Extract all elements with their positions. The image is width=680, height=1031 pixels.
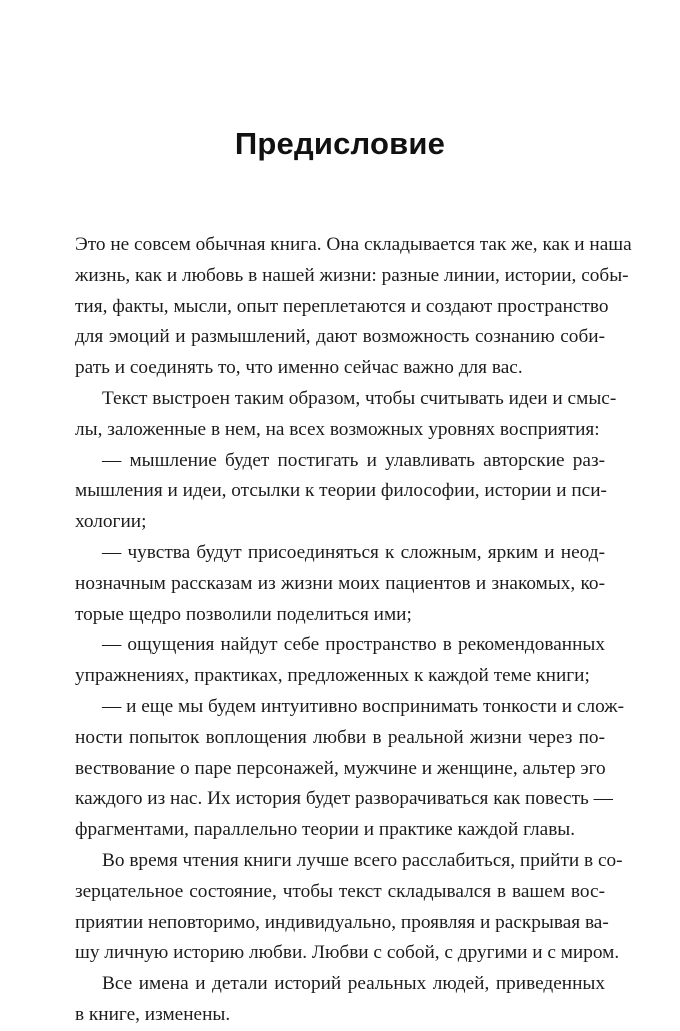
text-line: фрагментами, параллельно теории и практике каждой главы. <box>75 819 576 841</box>
text-line: вествование о паре персонажей, мужчине и женщине, альтер эго <box>75 757 606 779</box>
text-line: зерцательное состояние, чтобы текст складывался в вашем вос- <box>75 880 605 902</box>
text-line: упражнениях, практиках, предложенных к каждой теме книги; <box>75 665 590 687</box>
page-title: Предисловие <box>234 126 446 161</box>
text-line: ности попыток воплощения любви в реальной жизни через по- <box>75 726 605 748</box>
text-line: лы, заложенные в нем, на всех возможных уровнях восприятия: <box>75 418 600 440</box>
text-line: — и еще мы будем интуитивно воспринимать тонкости и слож- <box>102 695 625 717</box>
text-line: — ощущения найдут себе пространство в рекомендованных <box>102 634 605 656</box>
text-line: рать и соединять то, что именно сейчас важно для вас. <box>75 357 523 379</box>
text-line: приятии неповторимо, индивидуально, проявляя и раскрывая ва- <box>75 911 609 933</box>
text-line: — чувства будут присоединяться к сложным, ярким и неод- <box>102 541 605 563</box>
text-line: для эмоций и размышлений, дают возможность сознанию соби- <box>75 326 605 348</box>
text-line: в книге, изменены. <box>75 1003 231 1025</box>
text-line: жизнь, как и любовь в нашей жизни: разные линии, истории, собы- <box>75 264 629 286</box>
text-line: — мышление будет постигать и улавливать авторские раз- <box>102 449 605 471</box>
text-line: Все имена и детали историй реальных людей, приведенных <box>102 973 605 995</box>
text-line: Во время чтения книги лучше всего расслабиться, прийти в со- <box>102 849 623 871</box>
preface-body <box>75 230 632 1031</box>
text-line: шу личную историю любви. Любви с собой, с другими и с миром. <box>75 942 620 964</box>
text-line: торые щедро позволили поделиться ими; <box>75 603 412 625</box>
text-line: Это не совсем обычная книга. Она складывается так же, как и наша <box>75 234 632 255</box>
text-line: тия, факты, мысли, опыт переплетаются и создают пространство <box>75 295 609 317</box>
text-line: каждого из нас. Их история будет разворачиваться как повесть — <box>75 788 613 810</box>
text-line: Текст выстроен таким образом, чтобы считывать идеи и смыс- <box>102 387 617 409</box>
text-line: мышления и идеи, отсылки к теории философии, истории и пси- <box>75 480 607 502</box>
text-line: нозначным рассказам из жизни моих пациентов и знакомых, ко- <box>75 572 605 594</box>
text-line: хологии; <box>75 511 147 533</box>
